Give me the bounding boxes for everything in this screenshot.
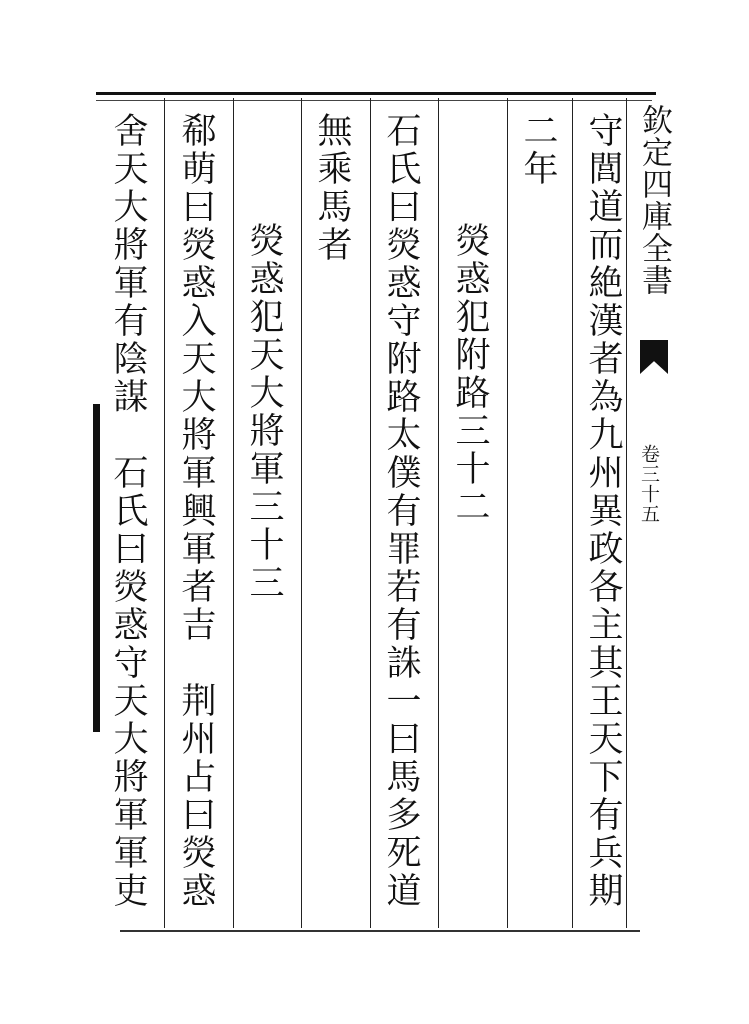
top-border bbox=[96, 92, 656, 95]
text-column-3: 熒惑犯附路三十二 bbox=[450, 222, 490, 526]
text-column-2: 二年 bbox=[518, 112, 558, 188]
text-column-6: 熒惑犯天大將軍三十三 bbox=[244, 222, 284, 602]
fishtail-mark bbox=[640, 340, 668, 374]
text-column-4: 石氏曰熒惑守附路太僕有罪若有誅一曰馬多死道 bbox=[381, 112, 421, 910]
top-border-inner bbox=[96, 100, 652, 101]
text-column-5: 無乘馬者 bbox=[312, 112, 352, 264]
margin-book-title: 欽定四庫全書 bbox=[636, 104, 672, 296]
text-column-7: 郗萌曰熒惑入天大將軍興軍者吉 荆州占曰熒惑 bbox=[176, 112, 216, 910]
column-divider bbox=[233, 98, 234, 928]
margin-divider bbox=[626, 98, 627, 928]
binding-edge-bar bbox=[93, 404, 100, 732]
column-divider bbox=[370, 98, 371, 928]
column-divider bbox=[507, 98, 508, 928]
bottom-border bbox=[120, 930, 640, 932]
column-divider bbox=[572, 98, 573, 928]
column-divider bbox=[164, 98, 165, 928]
column-divider bbox=[301, 98, 302, 928]
text-column-8: 舍天大將軍有陰謀 石氏曰熒惑守天大將軍軍吏 bbox=[108, 112, 148, 910]
margin-juan-number: 卷三十五 bbox=[638, 444, 660, 524]
text-column-1: 守閭道而絶漢者為九州異政各主其王天下有兵期 bbox=[583, 112, 623, 910]
column-divider bbox=[438, 98, 439, 928]
